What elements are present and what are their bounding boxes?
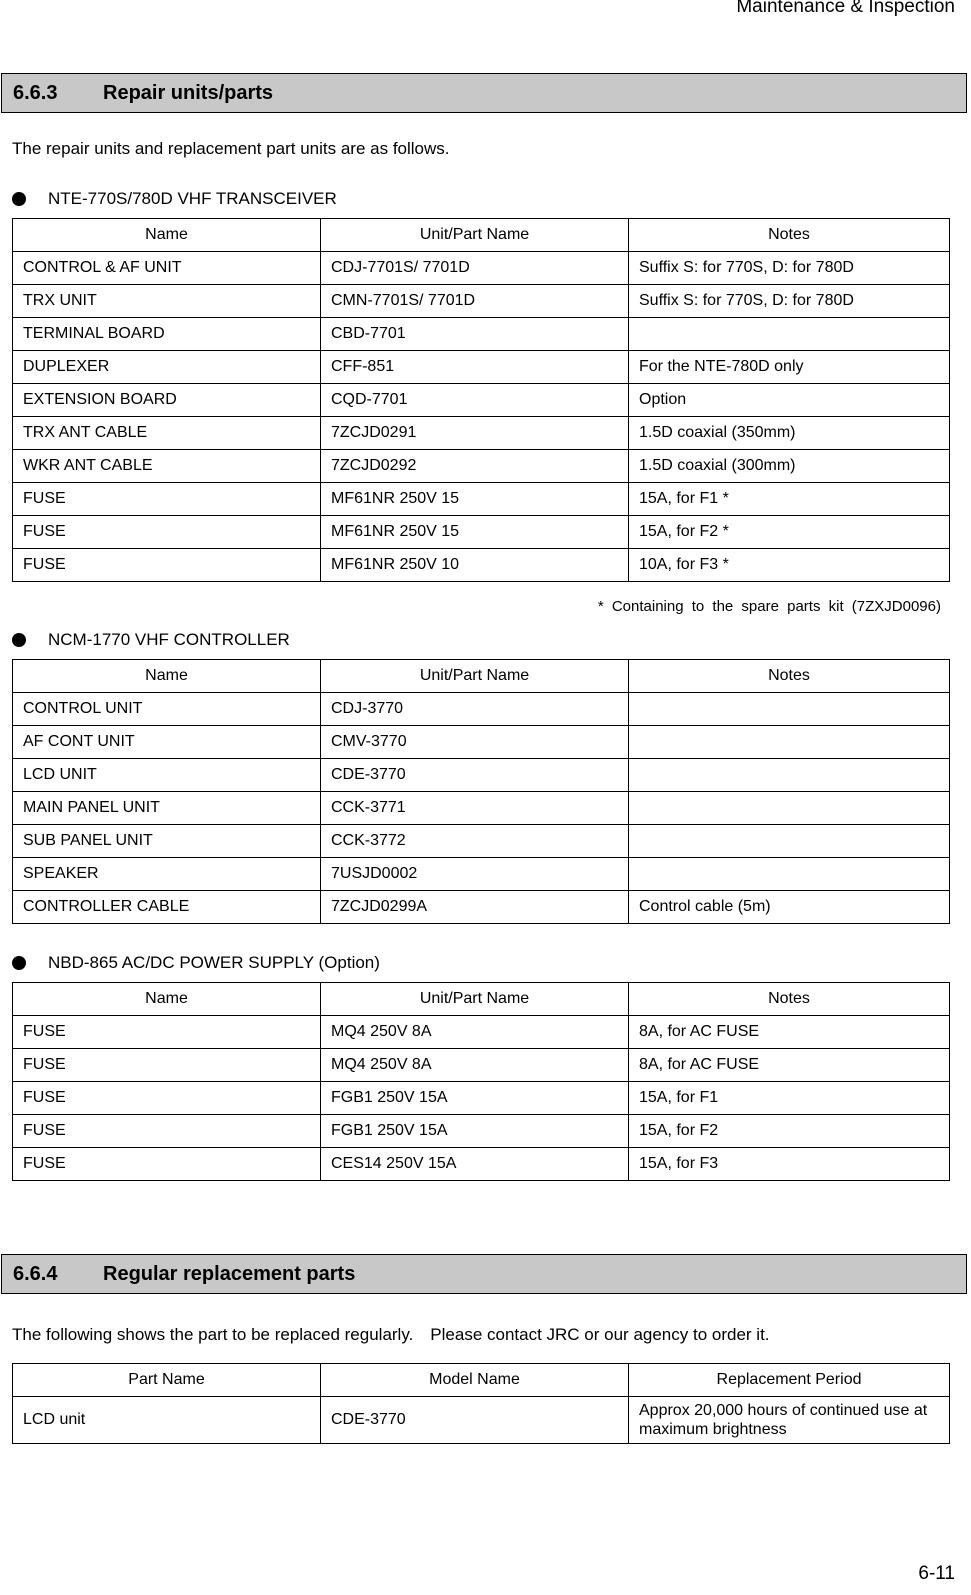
table-cell: 1.5D coaxial (350mm): [629, 417, 950, 450]
transceiver-parts-table: [12, 218, 950, 582]
table-row: [13, 1049, 950, 1082]
table-cell: CCK-3772: [321, 825, 629, 858]
table-cell: TRX UNIT: [13, 285, 321, 318]
section-intro: The following shows the part to be replaced regularly. Please contact JRC or our agency to order it.: [12, 1325, 770, 1344]
table-cell: Option: [629, 384, 950, 417]
table-cell: 7ZCJD0292: [321, 450, 629, 483]
transceiver-heading: [12, 189, 337, 209]
column-header: Part Name: [13, 1364, 321, 1397]
table-cell: MF61NR 250V 15: [321, 483, 629, 516]
table-row: [13, 318, 950, 351]
section-heading-664: [1, 1254, 967, 1294]
table-row: [13, 384, 950, 417]
table-cell: [629, 759, 950, 792]
table-cell: [629, 825, 950, 858]
table-cell: 8A, for AC FUSE: [629, 1016, 950, 1049]
controller-heading: [12, 630, 290, 650]
table-cell: CONTROL & AF UNIT: [13, 252, 321, 285]
power-supply-heading-text: NBD-865 AC/DC POWER SUPPLY (Option): [48, 953, 380, 972]
table-cell: CDE-3770: [321, 759, 629, 792]
table-row: [13, 1397, 950, 1444]
table-cell: 15A, for F1: [629, 1082, 950, 1115]
table-row: [13, 891, 950, 924]
table-cell: AF CONT UNIT: [13, 726, 321, 759]
table-cell: MQ4 250V 8A: [321, 1049, 629, 1082]
table-cell: 7USJD0002: [321, 858, 629, 891]
table-header-row: [13, 219, 950, 252]
table-cell: 8A, for AC FUSE: [629, 1049, 950, 1082]
table-cell: Suffix S: for 770S, D: for 780D: [629, 252, 950, 285]
table-cell: EXTENSION BOARD: [13, 384, 321, 417]
column-header: Name: [13, 983, 321, 1016]
section-number: 6.6.3: [13, 81, 58, 104]
table-cell: FUSE: [13, 1082, 321, 1115]
table-cell: DUPLEXER: [13, 351, 321, 384]
table-header-row: [13, 660, 950, 693]
table-cell: 15A, for F3: [629, 1148, 950, 1181]
table-cell: CDE-3770: [321, 1397, 629, 1444]
table-cell: 1.5D coaxial (300mm): [629, 450, 950, 483]
table-row: [13, 1082, 950, 1115]
table-row: [13, 450, 950, 483]
table-cell: FUSE: [13, 1148, 321, 1181]
table-cell: LCD UNIT: [13, 759, 321, 792]
column-header: Name: [13, 660, 321, 693]
table-cell: MF61NR 250V 10: [321, 549, 629, 582]
column-header: Unit/Part Name: [321, 219, 629, 252]
table-cell: TRX ANT CABLE: [13, 417, 321, 450]
bullet-icon: [12, 633, 26, 647]
table-row: [13, 1016, 950, 1049]
bullet-icon: [12, 192, 26, 206]
table-cell: CQD-7701: [321, 384, 629, 417]
table-cell: SUB PANEL UNIT: [13, 825, 321, 858]
table-cell: 7ZCJD0299A: [321, 891, 629, 924]
section-number: 6.6.4: [13, 1262, 58, 1285]
table-cell: FGB1 250V 15A: [321, 1082, 629, 1115]
table-cell: 15A, for F2: [629, 1115, 950, 1148]
table-cell: WKR ANT CABLE: [13, 450, 321, 483]
table-row: [13, 693, 950, 726]
table-cell: CBD-7701: [321, 318, 629, 351]
table-cell: FUSE: [13, 1115, 321, 1148]
table-cell: MAIN PANEL UNIT: [13, 792, 321, 825]
table-cell: CONTROL UNIT: [13, 693, 321, 726]
section-heading-663: [1, 73, 967, 113]
column-header: Replacement Period: [629, 1364, 950, 1397]
running-header: Maintenance & Inspection: [736, 0, 955, 17]
table-row: [13, 759, 950, 792]
controller-heading-text: NCM-1770 VHF CONTROLLER: [48, 630, 290, 649]
table-cell: MQ4 250V 8A: [321, 1016, 629, 1049]
table-cell: [629, 858, 950, 891]
table-row: [13, 516, 950, 549]
table-cell: TERMINAL BOARD: [13, 318, 321, 351]
table-row: [13, 825, 950, 858]
table-cell: For the NTE-780D only: [629, 351, 950, 384]
section-title: Regular replacement parts: [103, 1262, 356, 1285]
column-header: Unit/Part Name: [321, 983, 629, 1016]
table-cell: [629, 693, 950, 726]
table-cell: LCD unit: [13, 1397, 321, 1444]
table-cell: [629, 318, 950, 351]
table-cell: FUSE: [13, 483, 321, 516]
table-cell: 10A, for F3 *: [629, 549, 950, 582]
table-cell: 15A, for F1 *: [629, 483, 950, 516]
table-cell: [629, 792, 950, 825]
table-row: [13, 417, 950, 450]
table-cell: [629, 726, 950, 759]
table-cell: CMV-3770: [321, 726, 629, 759]
table-cell: FUSE: [13, 516, 321, 549]
column-header: Notes: [629, 983, 950, 1016]
section-intro: The repair units and replacement part units are as follows.: [12, 139, 450, 158]
table-cell: CCK-3771: [321, 792, 629, 825]
power-supply-parts-table: [12, 982, 950, 1181]
table-cell: Control cable (5m): [629, 891, 950, 924]
column-header: Unit/Part Name: [321, 660, 629, 693]
table-row: [13, 1148, 950, 1181]
table-cell: FUSE: [13, 1016, 321, 1049]
table-cell: CDJ-3770: [321, 693, 629, 726]
table-row: [13, 549, 950, 582]
section-title: Repair units/parts: [103, 81, 274, 104]
table-cell: CONTROLLER CABLE: [13, 891, 321, 924]
power-supply-heading: [12, 953, 380, 973]
table-row: [13, 858, 950, 891]
table-row: [13, 483, 950, 516]
column-header: Model Name: [321, 1364, 629, 1397]
table-cell: Approx 20,000 hours of continued use at maximum brightness: [629, 1397, 950, 1444]
bullet-icon: [12, 956, 26, 970]
page-number: 6-11: [918, 1563, 955, 1584]
table-cell: FGB1 250V 15A: [321, 1115, 629, 1148]
table-cell: CDJ-7701S/ 7701D: [321, 252, 629, 285]
column-header: Name: [13, 219, 321, 252]
table-cell: CFF-851: [321, 351, 629, 384]
transceiver-heading-text: NTE-770S/780D VHF TRANSCEIVER: [48, 189, 337, 208]
table-cell: 7ZCJD0291: [321, 417, 629, 450]
table-row: [13, 1115, 950, 1148]
controller-parts-table: [12, 659, 950, 924]
table-cell: SPEAKER: [13, 858, 321, 891]
table-cell: Suffix S: for 770S, D: for 780D: [629, 285, 950, 318]
table-row: [13, 252, 950, 285]
spare-kit-footnote: * Containing to the spare parts kit (7ZXJD0096): [597, 598, 941, 615]
table-header-row: [13, 1364, 950, 1397]
table-cell: FUSE: [13, 549, 321, 582]
table-cell: CMN-7701S/ 7701D: [321, 285, 629, 318]
table-cell: FUSE: [13, 1049, 321, 1082]
table-row: [13, 726, 950, 759]
table-cell: 15A, for F2 *: [629, 516, 950, 549]
column-header: Notes: [629, 660, 950, 693]
column-header: Notes: [629, 219, 950, 252]
table-row: [13, 351, 950, 384]
regular-replacement-table: [12, 1363, 950, 1444]
table-cell: MF61NR 250V 15: [321, 516, 629, 549]
table-cell: CES14 250V 15A: [321, 1148, 629, 1181]
table-row: [13, 792, 950, 825]
table-header-row: [13, 983, 950, 1016]
table-row: [13, 285, 950, 318]
